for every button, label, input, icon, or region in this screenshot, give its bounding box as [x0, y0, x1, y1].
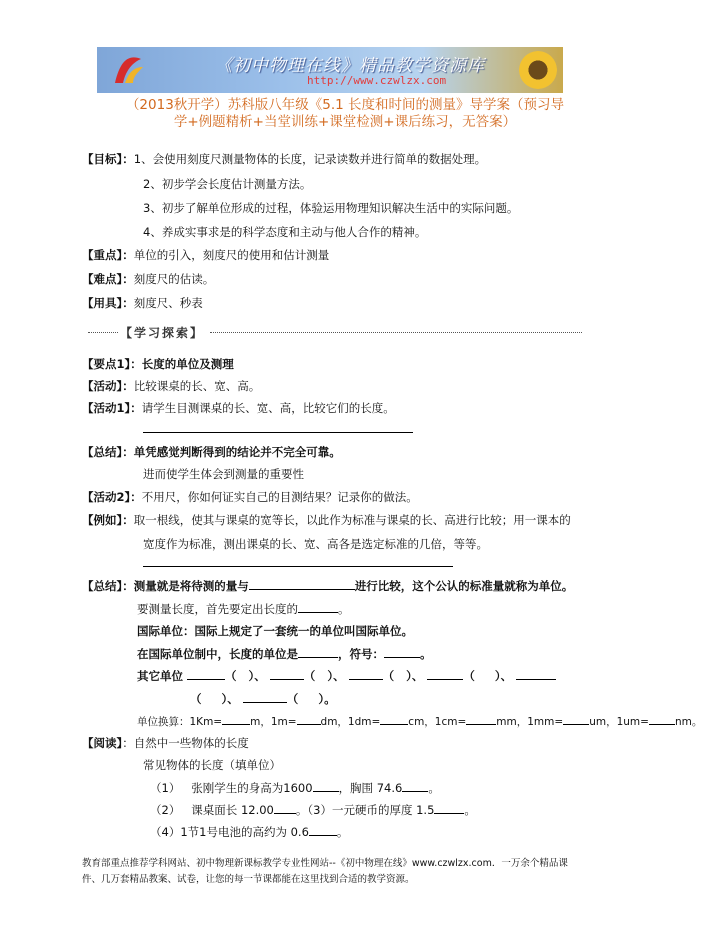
sep: 、	[500, 669, 513, 683]
goals-item-2: 2、初步学会长度估计测量方法。	[143, 177, 312, 191]
q1-b: ，胸围 74.6	[338, 781, 403, 795]
goals-item-4: 4、养成实事求是的科学态度和主动与他人合作的精神。	[143, 225, 427, 239]
separator-dots-right	[210, 332, 582, 333]
activity2-label: 【活动2】：	[82, 490, 142, 504]
summary2-post: 进行比较，这个公认的标准量就称为单位。	[354, 579, 574, 593]
conv-s3: cm，1cm=	[408, 716, 467, 728]
q1-c: 。	[428, 781, 440, 795]
reading-q1	[150, 779, 440, 796]
q2-b: 。（3）一元硬币的厚度 1.5	[295, 803, 435, 817]
key-text: 单位的引入，刻度尺的使用和估计测量	[133, 248, 330, 262]
tools-text: 刻度尺、秒表	[133, 296, 203, 310]
blank-symbol[interactable]	[384, 645, 420, 658]
blank-q3-coin[interactable]	[434, 801, 464, 814]
paren: ）	[221, 692, 228, 706]
reading-sub: 常见物体的长度（填单位）	[143, 758, 281, 772]
paren: （	[225, 669, 237, 683]
summary1-text: 单凭感觉判断得到的结论并不完全可靠。	[133, 445, 341, 459]
summary1-text2: 进而使学生体会到测量的重要性	[143, 467, 304, 481]
activity2-row	[82, 489, 418, 505]
answer-line-1[interactable]	[143, 432, 413, 433]
line4-mid: ，符号：	[338, 647, 384, 661]
section-label: 【学习探索】	[120, 326, 205, 340]
paren: （	[382, 669, 395, 683]
activity-text: 比较课桌的长、宽、高。	[133, 379, 261, 393]
site-logo-icon	[111, 53, 145, 87]
difficult-label: 【难点】：	[82, 272, 134, 286]
summary1-label: 【总结】：	[82, 445, 134, 459]
activity2-text: 不用尺，你如何证实自己的目测结果？记录你的做法。	[141, 490, 418, 504]
other-units-label: 其它单位	[137, 669, 183, 683]
blank-conv-1[interactable]	[222, 712, 250, 725]
unit-conversion-row	[137, 712, 702, 730]
sep: 、	[227, 692, 239, 706]
goals-row	[82, 151, 486, 167]
blank-other-2[interactable]	[270, 667, 304, 680]
tools-row	[82, 295, 203, 311]
sep: 、	[333, 669, 345, 683]
paren: ）	[327, 669, 334, 683]
difficult-row	[82, 271, 214, 287]
paren: （	[303, 669, 316, 683]
paren: ）	[406, 669, 412, 683]
blank-conv-2[interactable]	[297, 712, 321, 725]
key-row	[82, 247, 329, 263]
q1-num: （1）	[150, 781, 181, 795]
q1-a: 张刚学生的身高为1600	[191, 781, 313, 795]
line2-pre: 要测量长度，首先要定出长度的	[137, 602, 298, 616]
example-line1: 取一根线，使其与课桌的宽等长，以此作为标准与课桌的长、高进行比较；用一课本的	[133, 513, 571, 527]
paren: ）	[494, 669, 501, 683]
reading-q4	[150, 823, 348, 840]
reading-text: ：自然中一些物体的长度	[122, 736, 249, 750]
summary2-line3: 国际单位：国际上规定了一套统一的单位叫国际单位。	[137, 624, 413, 638]
goals-label: 【目标】：	[82, 152, 134, 166]
banner-title: 《初中物理在线》精品教学资源库	[215, 56, 485, 76]
banner-url[interactable]: http://www.czwlzx.com	[307, 74, 447, 87]
separator-dots-left	[88, 332, 118, 333]
summary2-line4	[137, 645, 432, 662]
doc-title-line1: （2013秋开学）苏科版八年级《5.1 长度和时间的测量》导学案（预习导	[125, 97, 565, 113]
paren: ）	[318, 692, 325, 706]
q2-num: （2）	[150, 803, 181, 817]
summary2-row	[82, 577, 573, 594]
point1-label: 【要点1】：	[82, 357, 142, 371]
activity-row	[82, 378, 260, 394]
point1-row	[82, 356, 234, 372]
answer-line-2[interactable]	[143, 566, 453, 567]
section-separator	[88, 324, 582, 342]
blank-other-5[interactable]	[516, 667, 556, 680]
blank-q4-battery[interactable]	[309, 823, 337, 836]
other-units-row2	[190, 690, 336, 707]
paren: （	[190, 692, 202, 706]
reading-row	[82, 735, 249, 751]
goals-item-3: 3、初步了解单位形成的过程，体验运用物理知识解决生活中的实际问题。	[143, 201, 519, 215]
conv-s1: m，1m=	[250, 716, 297, 728]
sep: 、	[254, 669, 266, 683]
line2-post: 。	[338, 602, 350, 616]
blank-standard[interactable]	[249, 577, 355, 590]
q2-a: 课桌面长 12.00	[191, 803, 274, 817]
paren: （	[463, 669, 475, 683]
summary1-row	[82, 444, 341, 460]
summary2-label: 【总结】：	[82, 579, 134, 593]
blank-q1-height[interactable]	[313, 779, 339, 792]
blank-unit[interactable]	[298, 600, 338, 613]
blank-conv-5[interactable]	[563, 712, 589, 725]
conv-prefix: 单位换算：1Km=	[137, 716, 223, 728]
blank-q2-desk[interactable]	[274, 801, 296, 814]
q2-c: 。	[464, 803, 476, 817]
footer-line2: 件、几万套精品教案、试卷，让您的每一节课都能在这里找到合适的教学资源。	[82, 874, 415, 885]
reading-label: 【阅读】	[82, 736, 123, 750]
example-row	[82, 512, 571, 528]
activity-label: 【活动】：	[82, 379, 134, 393]
reading-q2	[150, 801, 476, 818]
conv-s6: nm。	[674, 716, 702, 728]
tools-label: 【用具】：	[82, 296, 134, 310]
summary2-pre: 测量就是将待测的量与	[133, 579, 249, 593]
conv-s2: dm，1dm=	[320, 716, 381, 728]
blank-conv-4[interactable]	[466, 712, 496, 725]
conv-s5: um，1um=	[589, 716, 649, 728]
q4-c: 。	[336, 825, 349, 839]
summary2-line2	[137, 600, 350, 617]
sep: 、	[411, 669, 424, 683]
example-line2: 宽度作为标准，测出课桌的长、宽、高各是选定标准的几倍，等等。	[143, 537, 488, 551]
blank-other-1[interactable]	[187, 667, 225, 680]
blank-conv-3[interactable]	[380, 712, 408, 725]
blank-other-3[interactable]	[349, 667, 383, 680]
activity1-row	[82, 400, 395, 416]
activity1-text: 请学生目测课桌的长、宽、高，比较它们的长度。	[141, 401, 395, 415]
other-units-row1	[137, 667, 556, 684]
q4-text: （4）1节1号电池的高约为 0.6	[150, 825, 309, 839]
blank-si-unit[interactable]	[298, 645, 338, 658]
activity1-label: 【活动1】：	[82, 401, 142, 415]
sunflower-decoration	[519, 51, 557, 89]
blank-q1-chest[interactable]	[402, 779, 428, 792]
footer-line1: 教育部重点推荐学科网站、初中物理新课标教学专业性网站--《初中物理在线》www.czwlzx.com．一万余个精品课	[82, 858, 568, 869]
line4-pre: 在国际单位制中，长度的单位是	[137, 647, 298, 661]
conv-s4: mm，1mm=	[496, 716, 564, 728]
example-label: 【例如】：	[82, 513, 134, 527]
end-mark: 。	[324, 692, 336, 706]
difficult-text: 刻度尺的估读。	[133, 272, 215, 286]
point1-text: 长度的单位及测理	[141, 357, 234, 371]
blank-conv-6[interactable]	[649, 712, 675, 725]
paren: ）	[248, 669, 255, 683]
doc-title-line2: 学+例题精析+当堂训练+课堂检测+课后练习，无答案）	[173, 114, 517, 130]
blank-other-6[interactable]	[243, 690, 287, 703]
paren: （	[286, 692, 299, 706]
line4-post: 。	[420, 647, 432, 661]
blank-other-4[interactable]	[427, 667, 463, 680]
goals-item-1: 1、会使用刻度尺测量物体的长度，记录读数并进行简单的数据处理。	[133, 152, 487, 166]
site-banner	[97, 47, 563, 93]
key-label: 【重点】：	[82, 248, 134, 262]
